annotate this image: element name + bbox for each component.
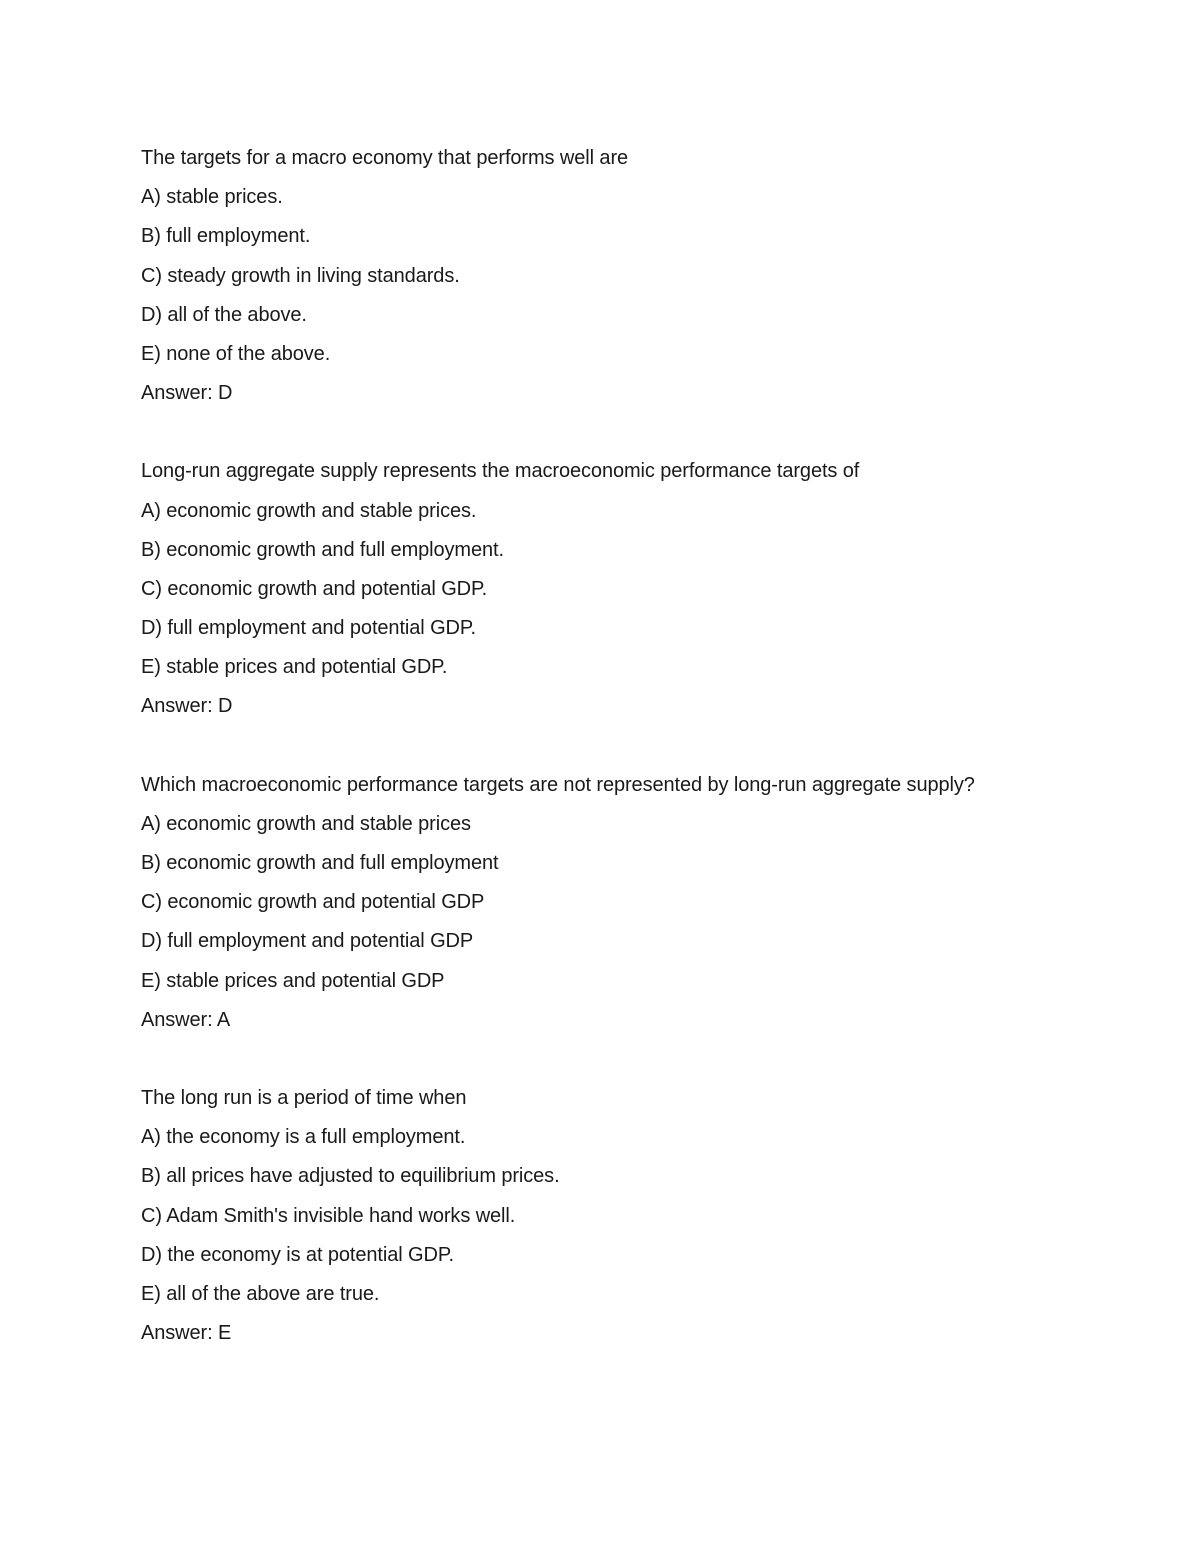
answer-line: Answer: A xyxy=(141,1008,231,1031)
question-stem: Long-run aggregate supply represents the macroeconomic performance targets of xyxy=(141,460,860,483)
option-d: D) full employment and potential GDP. xyxy=(141,617,476,640)
option-b: B) economic growth and full employment. xyxy=(141,538,504,561)
option-d: D) the economy is at potential GDP. xyxy=(141,1243,454,1266)
option-e: E) stable prices and potential GDP. xyxy=(141,656,448,679)
answer-line: Answer: D xyxy=(141,695,233,718)
option-e: E) stable prices and potential GDP xyxy=(141,969,445,992)
option-c: C) economic growth and potential GDP xyxy=(141,891,485,914)
option-e: E) all of the above are true. xyxy=(141,1282,380,1305)
document-page xyxy=(141,139,1101,1392)
option-a: A) stable prices. xyxy=(141,186,283,209)
option-d: D) full employment and potential GDP xyxy=(141,930,474,953)
option-c: C) steady growth in living standards. xyxy=(141,264,460,287)
question-2 xyxy=(141,452,1101,726)
option-c: C) Adam Smith's invisible hand works well. xyxy=(141,1204,516,1227)
question-stem: Which macroeconomic performance targets are not represented by long-run aggregate supply? xyxy=(141,773,975,796)
option-a: A) the economy is a full employment. xyxy=(141,1126,466,1149)
answer-line: Answer: D xyxy=(141,382,233,405)
option-d: D) all of the above. xyxy=(141,303,307,326)
question-4 xyxy=(141,1079,1101,1353)
option-a: A) economic growth and stable prices xyxy=(141,812,471,835)
question-stem: The long run is a period of time when xyxy=(141,1086,467,1109)
question-3 xyxy=(141,766,1101,1040)
answer-line: Answer: E xyxy=(141,1322,232,1345)
question-stem: The targets for a macro economy that performs well are xyxy=(141,147,629,169)
question-1 xyxy=(141,139,1101,413)
option-b: B) economic growth and full employment xyxy=(141,852,499,874)
option-b: B) all prices have adjusted to equilibrium prices. xyxy=(141,1165,560,1188)
option-e: E) none of the above. xyxy=(141,342,331,365)
option-b: B) full employment. xyxy=(141,225,311,248)
option-c: C) economic growth and potential GDP. xyxy=(141,577,488,600)
option-a: A) economic growth and stable prices. xyxy=(141,499,477,522)
